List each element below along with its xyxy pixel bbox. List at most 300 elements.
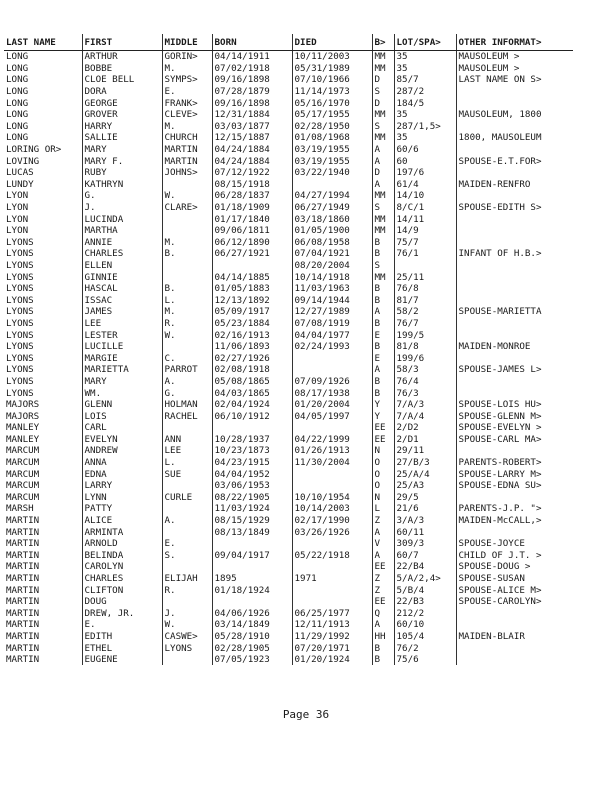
died-cell: 05/17/1955 xyxy=(292,109,372,121)
table-row xyxy=(4,364,573,376)
table-row xyxy=(4,642,573,654)
born-cell: 07/05/1923 xyxy=(212,654,292,666)
last-name-cell: LYONS xyxy=(6,352,34,364)
last-name-cell: MARTIN xyxy=(6,642,40,654)
table-row xyxy=(4,550,573,562)
other-info-cell xyxy=(456,387,573,399)
other-info-cell: 1800, MAUSOLEUM xyxy=(456,132,573,144)
born-cell: 08/15/1918 xyxy=(212,179,292,191)
born-cell: 11/06/1893 xyxy=(212,341,292,353)
other-info-cell: SPOUSE-E.T.FOR> xyxy=(456,155,573,167)
born-cell: 09/16/1898 xyxy=(212,74,292,86)
first-name-cell: ANNIE xyxy=(82,237,162,249)
last-name-cell: MARTIN xyxy=(6,607,40,619)
middle-name-cell: R. xyxy=(162,584,212,596)
born-cell: 03/14/1849 xyxy=(212,619,292,631)
other-info-cell: SPOUSE-EDITH S> xyxy=(456,202,573,214)
middle-name-cell: A. xyxy=(162,376,212,388)
table-row xyxy=(4,352,573,364)
born-cell: 12/31/1884 xyxy=(212,109,292,121)
last-name-cell: MARCUM xyxy=(6,491,40,503)
last-name-cell: LYON xyxy=(6,225,29,237)
first-name-cell: MARIETTA xyxy=(82,364,162,376)
table-row xyxy=(4,596,573,608)
died-cell: 05/31/1989 xyxy=(292,63,372,75)
table-row xyxy=(4,480,573,492)
table-row xyxy=(4,202,573,214)
died-cell: 04/04/1977 xyxy=(292,329,372,341)
header-born: BORN xyxy=(212,34,292,51)
middle-name-cell: MARTIN xyxy=(162,155,212,167)
lot-space-cell: 58/3 xyxy=(394,364,456,376)
table-row xyxy=(4,619,573,631)
last-name-cell: MARTIN xyxy=(6,573,40,585)
table-row xyxy=(4,445,573,457)
middle-name-cell: ELIJAH xyxy=(162,573,212,585)
lot-space-cell: 35 xyxy=(394,63,456,75)
last-name-cell: LYONS xyxy=(6,259,34,271)
born-cell: 09/06/1811 xyxy=(212,225,292,237)
table-row xyxy=(4,376,573,388)
lot-space-cell: 76/1 xyxy=(394,248,456,260)
table-row xyxy=(4,468,573,480)
section-cell: D xyxy=(372,167,394,179)
section-cell: A xyxy=(372,364,394,376)
lot-space-cell: 14/9 xyxy=(394,225,456,237)
table-row xyxy=(4,237,573,249)
other-info-cell: CHILD OF J.T. > xyxy=(456,550,573,562)
born-cell: 06/27/1921 xyxy=(212,248,292,260)
died-cell xyxy=(292,561,372,573)
last-name-cell: LONG xyxy=(6,97,29,109)
section-cell: N xyxy=(372,492,394,504)
table-row xyxy=(4,97,573,109)
born-cell: 07/28/1879 xyxy=(212,86,292,98)
died-cell: 04/27/1994 xyxy=(292,190,372,202)
lot-space-cell xyxy=(394,260,456,272)
header-other-info: OTHER INFORMAT> xyxy=(456,34,573,51)
last-name-cell: LUNDY xyxy=(6,178,34,190)
other-info-cell: MAUSOLEUM > xyxy=(456,51,573,63)
died-cell xyxy=(292,364,372,376)
section-cell: B xyxy=(372,318,394,330)
born-cell: 06/12/1890 xyxy=(212,237,292,249)
last-name-cell: LYONS xyxy=(6,248,34,260)
lot-space-cell: 5/B/4 xyxy=(394,584,456,596)
last-name-cell: LONG xyxy=(6,132,29,144)
middle-name-cell xyxy=(162,526,212,538)
other-info-cell xyxy=(456,445,573,457)
section-cell: B xyxy=(372,376,394,388)
last-name-cell: MARTIN xyxy=(6,584,40,596)
born-cell: 03/03/1877 xyxy=(212,121,292,133)
table-row xyxy=(4,387,573,399)
section-cell: N xyxy=(372,445,394,457)
other-info-cell xyxy=(456,86,573,98)
born-cell: 08/22/1905 xyxy=(212,492,292,504)
born-cell: 01/05/1883 xyxy=(212,283,292,295)
other-info-cell: MAUSOLEUM, 1800 xyxy=(456,109,573,121)
section-cell: A xyxy=(372,526,394,538)
lot-space-cell: 75/6 xyxy=(394,654,456,666)
section-cell: EE xyxy=(372,561,394,573)
other-info-cell: MAIDEN-RENFRO xyxy=(456,179,573,191)
header-last-name: LAST NAME xyxy=(4,34,82,51)
last-name-cell: MARCUM xyxy=(6,445,40,457)
lot-space-cell: 22/B4 xyxy=(394,561,456,573)
first-name-cell: LEE xyxy=(82,318,162,330)
first-name-cell: HARRY xyxy=(82,121,162,133)
middle-name-cell: SYMPS> xyxy=(162,74,212,86)
middle-name-cell: SUE xyxy=(162,468,212,480)
section-cell: O xyxy=(372,468,394,480)
middle-name-cell: B. xyxy=(162,283,212,295)
lot-space-cell: 58/2 xyxy=(394,306,456,318)
died-cell: 03/18/1860 xyxy=(292,213,372,225)
last-name-cell: LORING OR> xyxy=(6,144,62,156)
last-name-cell: LONG xyxy=(6,51,29,63)
table-row xyxy=(4,306,573,318)
table-row xyxy=(4,63,573,75)
other-info-cell xyxy=(456,167,573,179)
died-cell xyxy=(292,584,372,596)
born-cell: 05/09/1917 xyxy=(212,306,292,318)
middle-name-cell xyxy=(162,260,212,272)
section-cell: Y xyxy=(372,399,394,411)
born-cell: 10/23/1873 xyxy=(212,445,292,457)
born-cell: 02/27/1926 xyxy=(212,352,292,364)
lot-space-cell: 81/7 xyxy=(394,294,456,306)
first-name-cell: ELLEN xyxy=(82,260,162,272)
lot-space-cell: 2/D2 xyxy=(394,422,456,434)
middle-name-cell: W. xyxy=(162,329,212,341)
table-row xyxy=(4,538,573,550)
born-cell: 04/14/1911 xyxy=(212,51,292,63)
died-cell xyxy=(292,480,372,492)
section-cell: D xyxy=(372,97,394,109)
died-cell: 10/10/1954 xyxy=(292,492,372,504)
died-cell: 07/10/1966 xyxy=(292,74,372,86)
table-row xyxy=(4,271,573,283)
middle-name-cell xyxy=(162,480,212,492)
middle-name-cell: MARTIN xyxy=(162,144,212,156)
lot-space-cell: 85/7 xyxy=(394,74,456,86)
lot-space-cell: 76/8 xyxy=(394,283,456,295)
died-cell xyxy=(292,179,372,191)
died-cell: 04/22/1999 xyxy=(292,434,372,446)
died-cell: 02/17/1990 xyxy=(292,515,372,527)
died-cell: 11/29/1992 xyxy=(292,631,372,643)
section-cell: MM xyxy=(372,213,394,225)
other-info-cell: MAIDEN-MONROE xyxy=(456,341,573,353)
other-info-cell xyxy=(456,294,573,306)
died-cell: 09/14/1944 xyxy=(292,294,372,306)
last-name-cell: LYONS xyxy=(6,341,34,353)
table-row xyxy=(4,74,573,86)
other-info-cell xyxy=(456,121,573,133)
middle-name-cell xyxy=(162,271,212,283)
middle-name-cell xyxy=(162,596,212,608)
middle-name-cell: LYONS xyxy=(162,642,212,654)
middle-name-cell: CHURCH xyxy=(162,132,212,144)
died-cell: 1971 xyxy=(292,573,372,585)
born-cell: 04/23/1915 xyxy=(212,457,292,469)
died-cell: 01/26/1913 xyxy=(292,445,372,457)
header-first: FIRST xyxy=(82,34,162,51)
table-row xyxy=(4,341,573,353)
born-cell: 04/06/1926 xyxy=(212,608,292,620)
header-middle: MIDDLE xyxy=(162,34,212,51)
first-name-cell: MARY xyxy=(82,376,162,388)
died-cell: 01/20/2004 xyxy=(292,399,372,411)
middle-name-cell: R. xyxy=(162,318,212,330)
middle-name-cell: RACHEL xyxy=(162,410,212,422)
died-cell: 11/14/1973 xyxy=(292,86,372,98)
middle-name-cell: E. xyxy=(162,538,212,550)
first-name-cell: BOBBE xyxy=(82,63,162,75)
lot-space-cell: 29/5 xyxy=(394,492,456,504)
other-info-cell: SPOUSE-EVELYN > xyxy=(456,422,573,434)
table-row xyxy=(4,608,573,620)
first-name-cell: EUGENE xyxy=(82,654,162,666)
born-cell: 04/03/1865 xyxy=(212,387,292,399)
lot-space-cell: 184/5 xyxy=(394,97,456,109)
died-cell: 01/20/1924 xyxy=(292,654,372,666)
middle-name-cell: W. xyxy=(162,619,212,631)
first-name-cell: ETHEL xyxy=(82,642,162,654)
section-cell: O xyxy=(372,457,394,469)
died-cell: 03/22/1940 xyxy=(292,167,372,179)
section-cell: S xyxy=(372,202,394,214)
middle-name-cell: M. xyxy=(162,306,212,318)
middle-name-cell: FRANK> xyxy=(162,97,212,109)
section-cell: Z xyxy=(372,573,394,585)
table-body xyxy=(4,51,573,666)
other-info-cell xyxy=(456,213,573,225)
table-row xyxy=(4,631,573,643)
first-name-cell: ARTHUR xyxy=(82,51,162,63)
other-info-cell xyxy=(456,260,573,272)
lot-space-cell: 76/3 xyxy=(394,387,456,399)
died-cell: 03/19/1955 xyxy=(292,144,372,156)
other-info-cell: MAIDEN-McCALL,> xyxy=(456,515,573,527)
last-name-cell: MARCUM xyxy=(6,480,40,492)
born-cell: 03/06/1953 xyxy=(212,480,292,492)
first-name-cell: EDNA xyxy=(82,468,162,480)
section-cell: L xyxy=(372,503,394,515)
table-row xyxy=(4,144,573,156)
died-cell: 07/20/1971 xyxy=(292,642,372,654)
first-name-cell: CAROLYN xyxy=(82,561,162,573)
died-cell xyxy=(292,352,372,364)
last-name-cell: MARTIN xyxy=(6,549,40,561)
died-cell: 07/09/1926 xyxy=(292,376,372,388)
lot-space-cell: 75/7 xyxy=(394,237,456,249)
last-name-cell: MARTIN xyxy=(6,538,40,550)
middle-name-cell: B. xyxy=(162,248,212,260)
first-name-cell: MARY F. xyxy=(82,155,162,167)
lot-space-cell: 76/2 xyxy=(394,642,456,654)
middle-name-cell: S. xyxy=(162,550,212,562)
lot-space-cell: 61/4 xyxy=(394,179,456,191)
section-cell: B xyxy=(372,642,394,654)
lot-space-cell: 60/6 xyxy=(394,144,456,156)
last-name-cell: MARSH xyxy=(6,503,34,515)
lot-space-cell: 7/A/4 xyxy=(394,410,456,422)
other-info-cell: SPOUSE-SUSAN xyxy=(456,573,573,585)
middle-name-cell: W. xyxy=(162,190,212,202)
section-cell: A xyxy=(372,155,394,167)
lot-space-cell: 60 xyxy=(394,155,456,167)
other-info-cell xyxy=(456,283,573,295)
last-name-cell: LONG xyxy=(6,120,29,132)
middle-name-cell: CASWE> xyxy=(162,631,212,643)
table-row xyxy=(4,179,573,191)
last-name-cell: MAJORS xyxy=(6,410,40,422)
died-cell: 11/03/1963 xyxy=(292,283,372,295)
lot-space-cell: 197/6 xyxy=(394,167,456,179)
other-info-cell: SPOUSE-GLENN M> xyxy=(456,410,573,422)
lot-space-cell: 199/6 xyxy=(394,352,456,364)
first-name-cell: EDITH xyxy=(82,631,162,643)
lot-space-cell: 35 xyxy=(394,109,456,121)
middle-name-cell xyxy=(162,561,212,573)
lot-space-cell: 76/4 xyxy=(394,376,456,388)
born-cell: 01/18/1924 xyxy=(212,584,292,596)
born-cell: 09/04/1917 xyxy=(212,550,292,562)
born-cell: 08/13/1849 xyxy=(212,526,292,538)
middle-name-cell: HOLMAN xyxy=(162,399,212,411)
other-info-cell xyxy=(456,526,573,538)
middle-name-cell: CLARE> xyxy=(162,202,212,214)
other-info-cell: SPOUSE-CAROLYN> xyxy=(456,596,573,608)
last-name-cell: LONG xyxy=(6,62,29,74)
table-row xyxy=(4,86,573,98)
died-cell: 10/14/1918 xyxy=(292,271,372,283)
last-name-cell: MARCUM xyxy=(6,468,40,480)
first-name-cell: BELINDA xyxy=(82,550,162,562)
lot-space-cell: 8/C/1 xyxy=(394,202,456,214)
table-row xyxy=(4,213,573,225)
first-name-cell: E. xyxy=(82,619,162,631)
lot-space-cell: 7/A/3 xyxy=(394,399,456,411)
died-cell: 12/11/1913 xyxy=(292,619,372,631)
born-cell: 04/14/1885 xyxy=(212,271,292,283)
died-cell: 06/27/1949 xyxy=(292,202,372,214)
other-info-cell: SPOUSE-CARL MA> xyxy=(456,434,573,446)
middle-name-cell: JOHNS> xyxy=(162,167,212,179)
last-name-cell: LONG xyxy=(6,74,29,86)
born-cell: 08/15/1929 xyxy=(212,515,292,527)
table-row xyxy=(4,422,573,434)
first-name-cell: LUCINDA xyxy=(82,213,162,225)
first-name-cell: MARTHA xyxy=(82,225,162,237)
last-name-cell: LONG xyxy=(6,86,29,98)
died-cell xyxy=(292,538,372,550)
lot-space-cell: 199/5 xyxy=(394,329,456,341)
other-info-cell: PARENTS-ROBERT> xyxy=(456,457,573,469)
lot-space-cell: 25/A3 xyxy=(394,480,456,492)
page-number: Page 36 xyxy=(282,708,330,721)
lot-space-cell: 14/10 xyxy=(394,190,456,202)
middle-name-cell: M. xyxy=(162,237,212,249)
lot-space-cell: 60/11 xyxy=(394,526,456,538)
middle-name-cell: E. xyxy=(162,86,212,98)
table-row xyxy=(4,434,573,446)
died-cell xyxy=(292,422,372,434)
table-row xyxy=(4,155,573,167)
middle-name-cell: G. xyxy=(162,387,212,399)
middle-name-cell xyxy=(162,213,212,225)
other-info-cell: SPOUSE-JAMES L> xyxy=(456,364,573,376)
table-row xyxy=(4,121,573,133)
first-name-cell: J. xyxy=(82,202,162,214)
last-name-cell: MARTIN xyxy=(6,596,40,608)
lot-space-cell: 35 xyxy=(394,132,456,144)
table-row xyxy=(4,515,573,527)
other-info-cell: SPOUSE-EDNA SU> xyxy=(456,480,573,492)
first-name-cell: GLENN xyxy=(82,399,162,411)
section-cell: MM xyxy=(372,132,394,144)
last-name-cell: LYONS xyxy=(6,283,34,295)
lot-space-cell: 287/1,5> xyxy=(394,121,456,133)
section-cell: O xyxy=(372,480,394,492)
lot-space-cell: 25/A/4 xyxy=(394,468,456,480)
first-name-cell: CHARLES xyxy=(82,248,162,260)
died-cell: 05/16/1970 xyxy=(292,97,372,109)
lot-space-cell: 25/11 xyxy=(394,271,456,283)
middle-name-cell: L. xyxy=(162,294,212,306)
last-name-cell: LYON xyxy=(6,202,29,214)
section-cell: E xyxy=(372,329,394,341)
table-row xyxy=(4,410,573,422)
section-cell: Z xyxy=(372,584,394,596)
last-name-cell: LYONS xyxy=(6,387,34,399)
lot-space-cell: 309/3 xyxy=(394,538,456,550)
other-info-cell xyxy=(456,97,573,109)
born-cell: 02/16/1913 xyxy=(212,329,292,341)
other-info-cell xyxy=(456,492,573,504)
section-cell: Y xyxy=(372,410,394,422)
born-cell: 01/18/1909 xyxy=(212,202,292,214)
first-name-cell: WM. xyxy=(82,387,162,399)
died-cell: 03/19/1955 xyxy=(292,155,372,167)
middle-name-cell xyxy=(162,654,212,666)
section-cell: MM xyxy=(372,109,394,121)
other-info-cell xyxy=(456,225,573,237)
first-name-cell: CHARLES xyxy=(82,573,162,585)
died-cell: 02/24/1993 xyxy=(292,341,372,353)
born-cell xyxy=(212,538,292,550)
table-row xyxy=(4,225,573,237)
other-info-cell: MAUSOLEUM > xyxy=(456,63,573,75)
table-row xyxy=(4,248,573,260)
table-row xyxy=(4,573,573,585)
table-row xyxy=(4,167,573,179)
last-name-cell: LUCAS xyxy=(6,167,34,179)
section-cell: A xyxy=(372,619,394,631)
born-cell: 02/08/1918 xyxy=(212,364,292,376)
first-name-cell: G. xyxy=(82,190,162,202)
table-row xyxy=(4,283,573,295)
other-info-cell xyxy=(456,654,573,666)
middle-name-cell: LEE xyxy=(162,445,212,457)
cemetery-records-table xyxy=(4,34,573,665)
other-info-cell xyxy=(456,329,573,341)
last-name-cell: LYONS xyxy=(6,364,34,376)
first-name-cell: ARNOLD xyxy=(82,538,162,550)
born-cell: 07/02/1918 xyxy=(212,63,292,75)
